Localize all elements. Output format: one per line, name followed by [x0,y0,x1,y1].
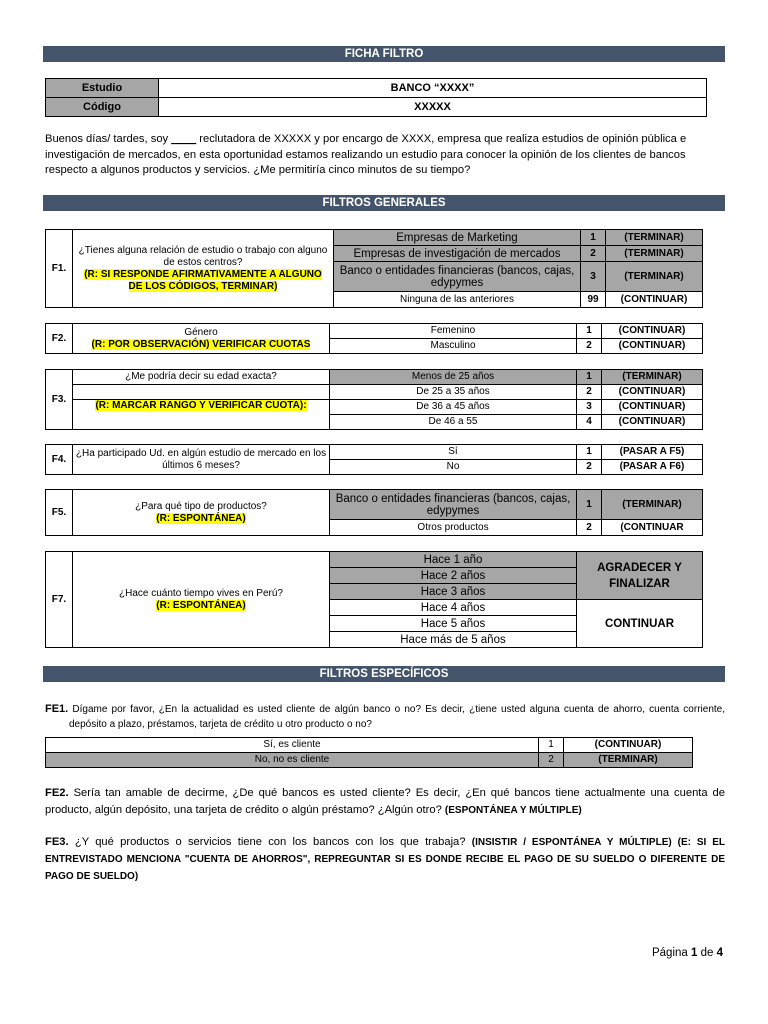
f4-code-2: 2 [577,460,602,475]
f5-code-1: 1 [577,490,602,520]
fe1-option-2: No, no es cliente [46,753,539,768]
f4-question: ¿Ha participado Ud. en algún estudio de mercado en los últimos 6 meses? [73,445,330,475]
f1-option-4: Ninguna de las anteriores [334,292,581,308]
fe1-code-1: 1 [539,738,564,753]
estudio-value: BANCO “XXXX” [159,79,707,98]
page-current: 1 [691,947,698,959]
f1-code-3: 3 [581,262,606,292]
f3-instruction-cell [73,400,330,430]
f4-code-1: 1 [577,445,602,460]
fe2-instruction: (ESPONTÁNEA Y MÚLTIPLE) [444,805,582,816]
f3-question: ¿Me podría decir su edad exacta? [73,370,330,385]
f7-option-6: Hace más de 5 años [330,632,577,648]
study-table [45,78,707,117]
f2-code-2: 2 [577,339,602,354]
page-total: 4 [716,947,723,959]
fe1-action-1: (CONTINUAR) [564,738,693,753]
f7-table [45,551,703,648]
codigo-value: XXXXX [159,98,707,117]
f7-action-b: CONTINUAR [577,600,703,648]
f1-code-1: 1 [581,230,606,246]
page-number [652,947,723,959]
f1-action-1: (TERMINAR) [606,230,703,246]
fe1-action-2: (TERMINAR) [564,753,693,768]
f5-action-1: (TERMINAR) [602,490,703,520]
fe2-text: Sería tan amable de decirme, ¿De qué bancos es usted cliente? Es decir, ¿En qué bancos tiene actualmente una cuenta de producto, algún depósito, una tarjeta de crédito o algún préstamo? ¿Algún otro? [45,787,725,816]
f2-question: Género [184,326,218,338]
f3-option-3: De 36 a 45 años [330,400,577,415]
f5-label: F5. [46,490,73,536]
fe1-table [45,737,693,768]
f1-label: F1. [46,230,73,308]
fe3-label: FE3. [45,836,69,848]
intro-text-2: reclutadora de XXXXX y por encargo de XXXX, empresa que realiza estudios de opinión pública e investigación de mercados, en esta oportunidad estamos realizando un estudio para conocer la opinión de los clientes de bancos respecto a algunos productos y servicios. ¿Me permitiría cinco minutos de su tiempo? [45,133,687,176]
f3-label: F3. [46,370,73,430]
f2-action-1: (CONTINUAR) [602,324,703,339]
fe3-text: ¿Y qué productos o servicios tiene con los bancos con los que trabaja? [68,836,472,848]
f3-code-3: 3 [577,400,602,415]
fe3-question [45,834,725,885]
f7-label: F7. [46,552,73,648]
f4-action-1: (PASAR A F5) [602,445,703,460]
f3-action-1: (TERMINAR) [602,370,703,385]
f2-instruction: (R: POR OBSERVACIÓN) VERIFICAR CUOTAS [91,338,311,350]
f7-question-cell [73,552,330,648]
f7-option-1: Hace 1 año [330,552,577,568]
fe2-question [45,785,725,819]
fe1-code-2: 2 [539,753,564,768]
f2-label: F2. [46,324,73,354]
f3-code-4: 4 [577,415,602,430]
intro-blank: ____ [171,133,197,145]
f3-action-4: (CONTINUAR) [602,415,703,430]
f1-option-3: Banco o entidades financieras (bancos, cajas, edypymes [334,262,581,292]
f7-option-5: Hace 5 años [330,616,577,632]
f4-label: F4. [46,445,73,475]
f3-option-2: De 25 a 35 años [330,385,577,400]
f5-option-2: Otros productos [330,520,577,536]
f2-option-1: Femenino [330,324,577,339]
f1-action-3: (TERMINAR) [606,262,703,292]
f2-question-cell [73,324,330,354]
f2-option-2: Masculino [330,339,577,354]
f3-action-2: (CONTINUAR) [602,385,703,400]
f2-table [45,323,703,354]
f1-action-2: (TERMINAR) [606,246,703,262]
page-label: Página [651,947,691,959]
f7-option-2: Hace 2 años [330,568,577,584]
f3-option-1: Menos de 25 años [330,370,577,385]
f5-instruction: (R: ESPONTÁNEA) [156,512,246,524]
f5-option-1: Banco o entidades financieras (bancos, cajas, edypymes [330,490,577,520]
fe3-instruction: (INSISTIR / ESPONTÁNEA Y MÚLTIPLE) (E: SI EL ENTREVISTADO MENCIONA "CUENTA DE AHORROS", REPREGUNTAR SI ES DONDE RECIBE EL PAGO DE SU SUELDO O DIFERENTE DE PAGO DE SUELDO) [45,837,725,882]
f1-question: ¿Tienes alguna relación de estudio o trabajo con alguno de estos centros? [78,244,328,268]
f1-instruction: (R: SI RESPONDE AFIRMATIVAMENTE A ALGUNO DE LOS CÓDIGOS, TERMINAR) [84,268,322,292]
f7-option-3: Hace 3 años [330,584,577,600]
f3-code-1: 1 [577,370,602,385]
intro-text-1: Buenos días/ tardes, soy [45,133,172,145]
section-filtros-generales: FILTROS GENERALES [43,195,725,211]
f2-code-1: 1 [577,324,602,339]
f1-code-4: 99 [581,292,606,308]
fe1-option-1: Sí, es cliente [46,738,539,753]
fe1-text: Dígame por favor, ¿En la actualidad es usted cliente de algún banco o no? Es decir, ¿tiene usted alguna cuenta de ahorro, cuenta corriente, depósito a plazo, préstamos, tarjeta de crédito u otro producto o no? [68,704,725,730]
f5-code-2: 2 [577,520,602,536]
estudio-label: Estudio [46,79,159,98]
f1-option-1: Empresas de Marketing [334,230,581,246]
f4-option-2: No [330,460,577,475]
f5-action-2: (CONTINUAR [602,520,703,536]
f3-action-3: (CONTINUAR) [602,400,703,415]
intro-paragraph [45,132,725,179]
fe1-label: FE1. [45,703,69,715]
f4-action-2: (PASAR A F6) [602,460,703,475]
f4-table [45,444,703,475]
f1-question-cell [73,230,334,308]
f1-action-4: (CONTINUAR) [606,292,703,308]
f5-table [45,489,703,536]
fe1-question [45,702,725,732]
fe2-label: FE2. [45,787,69,799]
f2-action-2: (CONTINUAR) [602,339,703,354]
f3-code-2: 2 [577,385,602,400]
codigo-label: Código [46,98,159,117]
f4-option-1: Sí [330,445,577,460]
f1-code-2: 2 [581,246,606,262]
f3-answer-box[interactable] [73,385,330,400]
f7-option-4: Hace 4 años [330,600,577,616]
f3-option-4: De 46 a 55 [330,415,577,430]
f7-question: ¿Hace cuánto tiempo vives en Perú? [119,587,283,599]
form-title: FICHA FILTRO [43,46,725,62]
section-filtros-especificos: FILTROS ESPECÍFICOS [43,666,725,682]
f1-table [45,229,703,308]
f3-table [45,369,703,430]
f5-question: ¿Para qué tipo de productos? [135,500,267,512]
page-of: de [697,947,717,959]
f3-instruction: (R: MARCAR RANGO Y VERIFICAR CUOTA): [95,400,307,411]
f7-action-a: AGRADECER Y FINALIZAR [577,552,703,600]
f5-question-cell [73,490,330,536]
f7-instruction: (R: ESPONTÁNEA) [156,599,246,611]
f1-option-2: Empresas de investigación de mercados [334,246,581,262]
